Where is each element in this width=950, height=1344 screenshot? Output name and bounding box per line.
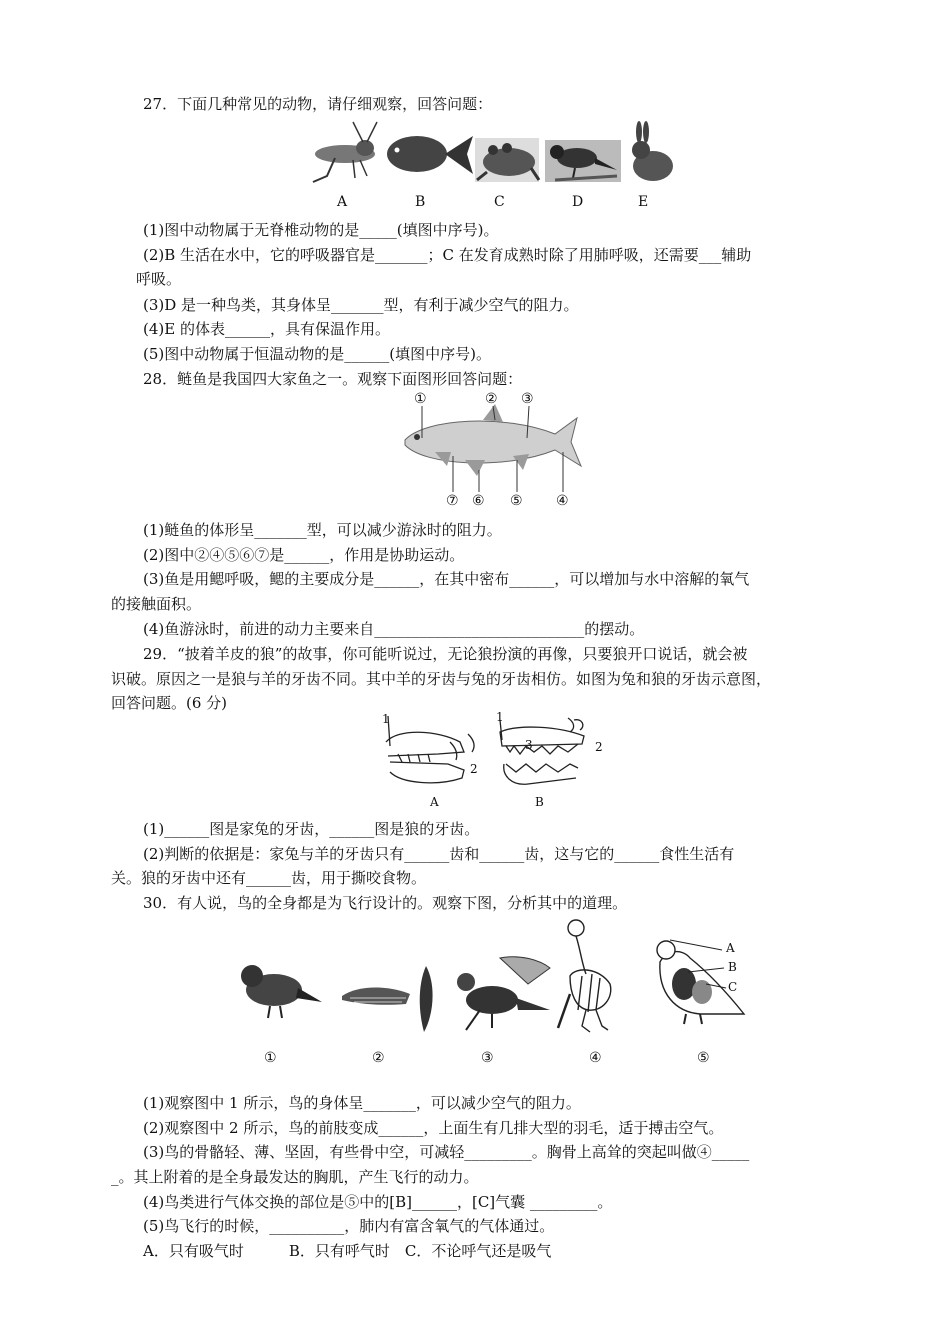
bird-caption-1: ① (264, 1050, 277, 1066)
q30-item-4: (4)鸟类进行气体交换的部位是⑤中的[B]______，[C]气囊 _________。 (143, 1193, 613, 1211)
bird-label-c: C (728, 980, 738, 994)
teeth-b-label-2: 2 (595, 740, 603, 754)
fish-label-3: ③ (521, 391, 534, 407)
frog-icon (475, 138, 539, 182)
q27-item-5: (5)图中动物属于恒温动物的是______(填图中序号)。 (143, 345, 491, 363)
teeth-b-label-1: 1 (496, 710, 504, 724)
q27-title: 27．下面几种常见的动物，请仔细观察，回答问题： (143, 95, 493, 113)
bird-caption-2: ② (372, 1050, 385, 1066)
fish-icon (387, 136, 473, 174)
fish-label-1: ① (414, 391, 427, 407)
bird-caption-5: ⑤ (697, 1050, 710, 1066)
q28-item-4: (4)鱼游泳时，前进的动力主要来自____________________________的摆动。 (143, 620, 645, 638)
q29-line-3: 回答问题。(6 分) (111, 694, 228, 712)
teeth-diagram (378, 712, 608, 798)
rabbit-icon (625, 120, 677, 184)
bird-skeleton-icon (558, 920, 611, 1032)
teeth-b-label-3: 3 (525, 738, 533, 752)
q29-item-2: (2)判断的依据是：家兔与羊的牙齿只有______齿和______齿，这与它的______食性生活有 (143, 845, 735, 863)
q30-item-2: (2)观察图中 2 所示，鸟的前肢变成______，上面生有几排大型的羽毛，适于搏击空气。 (143, 1119, 724, 1137)
q28-item-1: (1)鲢鱼的体形呈_______型，可以减少游泳时的阻力。 (143, 521, 502, 539)
fish-label-2: ② (485, 391, 498, 407)
teeth-a-label-1: 1 (382, 712, 390, 726)
fish-label-6: ⑥ (472, 493, 485, 509)
q27-label-a: A (337, 194, 348, 210)
teeth-a-label-2: 2 (470, 762, 478, 776)
bird-label-b: B (728, 960, 737, 974)
bird-label-a: A (726, 941, 735, 955)
q29-line-1: 29．“披着羊皮的狼”的故事，你可能听说过，无论狼扮演的再像，只要狼开口说话，就会被 (143, 645, 748, 663)
q27-label-b: B (415, 194, 426, 210)
bird-structure-figures (230, 914, 750, 1034)
q27-item-2-cont: 呼吸。 (136, 270, 182, 288)
q27-item-1: (1)图中动物属于无脊椎动物的是_____(填图中序号)。 (143, 221, 499, 239)
q27-label-e: E (638, 194, 649, 210)
feather-icon (420, 966, 433, 1032)
q28-title: 28．鲢鱼是我国四大家鱼之一。观察下面图形回答问题： (143, 370, 523, 388)
teeth-caption-b: B (535, 795, 544, 809)
fish-label-7: ⑦ (446, 493, 459, 509)
q30-item-1: (1)观察图中 1 所示，鸟的身体呈_______，可以减少空气的阻力。 (143, 1094, 581, 1112)
q27-item-2: (2)B 生活在水中，它的呼吸器官是_______；C 在发育成熟时除了用肺呼吸，还需要___辅助 (143, 246, 752, 264)
q28-item-2: (2)图中②④⑤⑥⑦是______，作用是协助运动。 (143, 546, 465, 564)
rabbit-skull-icon (386, 716, 474, 783)
q30-item-3: (3)鸟的骨骼轻、薄、坚固，有些骨中空，可减轻_________。胸骨上高耸的突起叫做④_____ (143, 1143, 750, 1161)
wing-icon (342, 988, 410, 1005)
wolf-skull-icon (500, 718, 584, 784)
q28-item-3: (3)鱼是用鳃呼吸，鳃的主要成分是______，在其中密布______，可以增加与水中溶解的氧气 (143, 570, 750, 588)
teeth-caption-a: A (430, 795, 439, 809)
sparrow-icon (241, 965, 322, 1018)
q28-item-3-cont: 的接触面积。 (111, 595, 202, 613)
rabbit-figure (625, 120, 677, 184)
grasshopper-icon (313, 122, 377, 182)
q30-item-5: (5)鸟飞行的时候，__________，肺内有富含氧气的气体通过。 (143, 1217, 555, 1235)
bird-caption-3: ③ (481, 1050, 494, 1066)
q27-animal-figures (305, 118, 625, 186)
bird-caption-4: ④ (589, 1050, 602, 1066)
q30-options: A．只有吸气时 B．只有呼气时 C．不论呼气还是吸气 (143, 1242, 552, 1260)
q30-title: 30．有人说，鸟的全身都是为飞行设计的。观察下图，分析其中的道理。 (143, 894, 628, 912)
q27-label-c: C (494, 194, 505, 210)
fish-label-4: ④ (556, 493, 569, 509)
fish-label-5: ⑤ (510, 493, 523, 509)
q27-label-d: D (572, 194, 584, 210)
q29-item-2-cont: 关。狼的牙齿中还有______齿，用于撕咬食物。 (111, 869, 427, 887)
fish-body-icon (405, 404, 581, 476)
q27-item-3: (3)D 是一种鸟类，其身体呈_______型，有利于减少空气的阻力。 (143, 296, 579, 314)
q29-item-1: (1)______图是家兔的牙齿，______图是狼的牙齿。 (143, 820, 480, 838)
q30-item-3-cont: _。其上附着的是全身最发达的胸肌，产生飞行的动力。 (111, 1168, 479, 1186)
bird-icon (545, 140, 621, 182)
q29-line-2: 识破。原因之一是狼与羊的牙齿不同。其中羊的牙齿与兔的牙齿相仿。如图为兔和狼的牙齿示意图， (111, 670, 772, 688)
flying-bird-icon (457, 957, 550, 1030)
q27-item-4: (4)E 的体表______，具有保温作用。 (143, 320, 390, 338)
